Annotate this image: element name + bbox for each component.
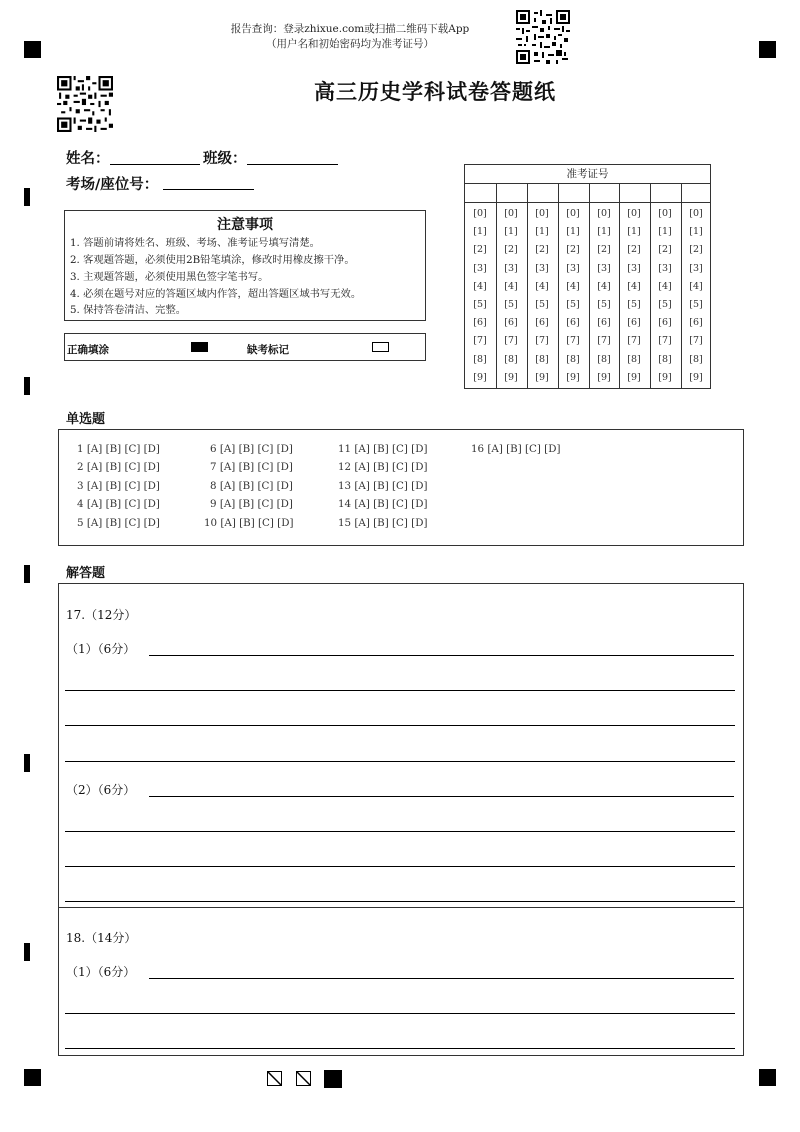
admission-digit-bubble[interactable]: [1] <box>658 226 672 238</box>
admission-digit-bubble[interactable]: [4] <box>689 280 703 292</box>
admission-digit-bubble[interactable]: [1] <box>689 226 703 238</box>
admission-digit-bubble[interactable]: [0] <box>597 208 611 219</box>
admission-digit-bubble[interactable]: [1] <box>504 226 518 238</box>
admission-digit-bubble[interactable]: [9] <box>658 371 672 383</box>
absent-mark-box[interactable] <box>372 342 389 352</box>
admission-digit-bubble[interactable]: [6] <box>473 317 487 329</box>
admission-digit-bubble[interactable]: [8] <box>597 353 611 365</box>
question-17-heading: 17.（12分） <box>66 608 137 622</box>
admission-digit-bubble[interactable]: [5] <box>504 299 518 310</box>
admission-digit-bubble[interactable]: [7] <box>597 335 611 347</box>
report-query-line: 报告查询：登录zhixue.com或扫描二维码下载App <box>230 23 470 35</box>
admission-digit-bubble[interactable]: [2] <box>597 244 611 256</box>
registration-mark-bottom-right <box>759 1069 776 1086</box>
admission-digit-bubble[interactable]: [2] <box>566 244 580 256</box>
admission-digit-bubble[interactable]: [6] <box>597 317 611 329</box>
choice-row-16[interactable]: 16 [A] [B] [C] [D] <box>471 443 561 455</box>
answer-line[interactable] <box>65 1048 735 1049</box>
timing-mark <box>24 754 30 772</box>
class-label: 班级： <box>203 151 247 167</box>
admission-digit-bubble[interactable]: [1] <box>535 226 549 238</box>
notes-box <box>64 210 426 321</box>
admission-digit-bubble[interactable]: [0] <box>535 208 549 219</box>
admission-digit-bubble[interactable]: [0] <box>689 208 703 219</box>
admission-digit-bubble[interactable]: [8] <box>535 353 549 365</box>
single-choice-box <box>58 429 744 546</box>
admission-number-grid <box>464 164 711 389</box>
choice-row-4[interactable]: 4 [A] [B] [C] [D] <box>77 498 160 510</box>
class-field[interactable] <box>247 164 338 165</box>
admission-digit-bubble[interactable]: [1] <box>597 226 611 238</box>
admission-digit-bubble[interactable]: [5] <box>566 299 580 310</box>
choice-row-13[interactable]: 13 [A] [B] [C] [D] <box>338 480 428 492</box>
admission-digit-bubble[interactable]: [1] <box>566 226 580 238</box>
answer-line[interactable] <box>65 725 735 726</box>
admission-digit-bubble[interactable]: [3] <box>689 262 703 274</box>
admission-digit-bubble[interactable]: [9] <box>473 371 487 383</box>
single-choice-label: 单选题 <box>66 412 106 427</box>
admission-digit-bubble[interactable]: [7] <box>535 335 549 347</box>
admission-digit-bubble[interactable]: [9] <box>689 371 703 383</box>
admission-digit-bubble[interactable]: [5] <box>535 299 549 310</box>
name-label: 姓名： <box>66 151 110 167</box>
admission-digit-bubble[interactable]: [4] <box>627 280 641 292</box>
room-seat-field[interactable] <box>163 189 254 190</box>
timing-mark <box>24 188 30 206</box>
admission-digit-bubble[interactable]: [3] <box>535 262 549 274</box>
admission-digit-bubble[interactable]: [5] <box>658 299 672 310</box>
notes-item: 2. 客观题答题，必须使用2B铅笔填涂，修改时用橡皮擦干净。 <box>70 254 355 266</box>
registration-mark-top-right <box>759 41 776 58</box>
admission-digit-bubble[interactable]: [8] <box>627 353 641 365</box>
answer-line[interactable] <box>65 866 735 867</box>
admission-digit-bubble[interactable]: [8] <box>566 353 580 365</box>
admission-digit-bubble[interactable]: [7] <box>689 335 703 347</box>
answer-line[interactable] <box>65 901 735 902</box>
answer-line[interactable] <box>65 761 735 762</box>
page-indicator-box <box>296 1071 311 1086</box>
answer-line[interactable] <box>149 978 734 979</box>
admission-digit-bubble[interactable]: [2] <box>535 244 549 256</box>
admission-digit-bubble[interactable]: [7] <box>504 335 518 347</box>
app-qr-code <box>516 10 570 64</box>
admission-digit-bubble[interactable]: [9] <box>627 371 641 383</box>
admission-digit-bubble[interactable]: [0] <box>473 208 487 219</box>
admission-digit-bubble[interactable]: [4] <box>566 280 580 292</box>
admission-digit-bubble[interactable]: [9] <box>504 371 518 383</box>
admission-digit-bubble[interactable]: [6] <box>658 317 672 329</box>
notes-item: 4. 必须在题号对应的答题区域内作答，超出答题区域书写无效。 <box>70 288 362 300</box>
correct-fill-sample <box>191 342 208 352</box>
admission-digit-bubble[interactable]: [6] <box>535 317 549 329</box>
admission-number-title: 准考证号 <box>465 165 710 184</box>
choice-row-5[interactable]: 5 [A] [B] [C] [D] <box>77 517 160 529</box>
answer-line[interactable] <box>65 831 735 832</box>
notes-item: 5. 保持答卷清洁、完整。 <box>70 304 187 316</box>
admission-digit-bubble[interactable]: [3] <box>627 262 641 274</box>
choice-row-3[interactable]: 3 [A] [B] [C] [D] <box>77 480 160 492</box>
choice-row-7[interactable]: 7 [A] [B] [C] [D] <box>210 461 293 473</box>
admission-digit-bubble[interactable]: [7] <box>473 335 487 347</box>
admission-digit-bubble[interactable]: [6] <box>689 317 703 329</box>
answer-line[interactable] <box>149 796 734 797</box>
notes-title: 注意事项 <box>217 217 273 233</box>
absent-mark-label: 缺考标记 <box>247 344 289 356</box>
admission-digit-bubble[interactable]: [5] <box>473 299 487 310</box>
timing-mark <box>24 943 30 961</box>
admission-digit-bubble[interactable]: [3] <box>597 262 611 274</box>
admission-digit-bubble[interactable]: [4] <box>597 280 611 292</box>
choice-row-8[interactable]: 8 [A] [B] [C] [D] <box>210 480 293 492</box>
answer-line[interactable] <box>65 1013 735 1014</box>
admission-digit-bubble[interactable]: [6] <box>627 317 641 329</box>
correct-fill-label: 正确填涂 <box>67 344 109 356</box>
exam-sheet-qr-code <box>57 76 113 132</box>
admission-digit-bubble[interactable]: [0] <box>658 208 672 219</box>
name-field[interactable] <box>110 164 200 165</box>
question-17-part-2: （2）（6分） <box>66 783 136 797</box>
admission-digit-bubble[interactable]: [8] <box>504 353 518 365</box>
admission-digit-bubble[interactable]: [9] <box>597 371 611 383</box>
admission-digit-bubble[interactable]: [0] <box>627 208 641 219</box>
admission-digit-bubble[interactable]: [7] <box>566 335 580 347</box>
admission-digit-bubble[interactable]: [2] <box>658 244 672 256</box>
admission-digit-bubble[interactable]: [0] <box>566 208 580 219</box>
choice-row-1[interactable]: 1 [A] [B] [C] [D] <box>77 443 160 455</box>
question-18-heading: 18.（14分） <box>66 931 137 945</box>
essay-label: 解答题 <box>66 566 106 581</box>
admission-digit-bubble[interactable]: [9] <box>566 371 580 383</box>
answer-line[interactable] <box>65 690 735 691</box>
credential-note: （用户名和初始密码均为准考证号） <box>266 38 434 50</box>
notes-item: 3. 主观题答题，必须使用黑色签字笔书写。 <box>70 271 269 283</box>
answer-line[interactable] <box>149 655 734 656</box>
choice-row-11[interactable]: 11 [A] [B] [C] [D] <box>338 443 428 455</box>
admission-digit-bubble[interactable]: [5] <box>689 299 703 310</box>
admission-digit-bubble[interactable]: [2] <box>627 244 641 256</box>
choice-row-9[interactable]: 9 [A] [B] [C] [D] <box>210 498 293 510</box>
fill-example-box <box>64 333 426 361</box>
room-seat-label: 考场/座位号： <box>66 177 159 193</box>
admission-digit-bubble[interactable]: [7] <box>658 335 672 347</box>
admission-digit-bubble[interactable]: [4] <box>658 280 672 292</box>
admission-digit-bubble[interactable]: [6] <box>566 317 580 329</box>
admission-digit-bubble[interactable]: [8] <box>689 353 703 365</box>
admission-digit-bubble[interactable]: [3] <box>658 262 672 274</box>
admission-digit-bubble[interactable]: [1] <box>627 226 641 238</box>
admission-digit-bubble[interactable]: [5] <box>627 299 641 310</box>
choice-row-2[interactable]: 2 [A] [B] [C] [D] <box>77 461 160 473</box>
admission-digit-bubble[interactable]: [8] <box>473 353 487 365</box>
choice-row-15[interactable]: 15 [A] [B] [C] [D] <box>338 517 428 529</box>
admission-digit-bubble[interactable]: [6] <box>504 317 518 329</box>
admission-digit-bubble[interactable]: [4] <box>535 280 549 292</box>
admission-digit-bubble[interactable]: [3] <box>473 262 487 274</box>
timing-mark <box>24 565 30 583</box>
timing-mark <box>24 377 30 395</box>
admission-digit-bubble[interactable]: [3] <box>504 262 518 274</box>
registration-mark-bottom-left <box>24 1069 41 1086</box>
admission-digit-bubble[interactable]: [1] <box>473 226 487 238</box>
admission-digit-bubble[interactable]: [4] <box>473 280 487 292</box>
choice-row-14[interactable]: 14 [A] [B] [C] [D] <box>338 498 428 510</box>
choice-row-6[interactable]: 6 [A] [B] [C] [D] <box>210 443 293 455</box>
question-18-part-1: （1）（6分） <box>66 965 136 979</box>
page-indicator-filled <box>324 1070 342 1088</box>
page-indicator-box <box>267 1071 282 1086</box>
admission-digit-bubble[interactable]: [0] <box>504 208 518 219</box>
question-18-box <box>58 907 744 1056</box>
question-17-box <box>58 583 744 908</box>
choice-row-12[interactable]: 12 [A] [B] [C] [D] <box>338 461 428 473</box>
registration-mark-top-left <box>24 41 41 58</box>
admission-digit-bubble[interactable]: [5] <box>597 299 611 310</box>
admission-digit-bubble[interactable]: [3] <box>566 262 580 274</box>
page-title: 高三历史学科试卷答题纸 <box>314 80 556 104</box>
admission-digit-bubble[interactable]: [7] <box>627 335 641 347</box>
admission-digit-bubble[interactable]: [8] <box>658 353 672 365</box>
admission-digit-bubble[interactable]: [2] <box>473 244 487 256</box>
admission-digit-bubble[interactable]: [2] <box>504 244 518 256</box>
choice-row-10[interactable]: 10 [A] [B] [C] [D] <box>204 517 294 529</box>
admission-digit-bubble[interactable]: [2] <box>689 244 703 256</box>
admission-digit-bubble[interactable]: [4] <box>504 280 518 292</box>
admission-digit-bubble[interactable]: [9] <box>535 371 549 383</box>
question-17-part-1: （1）（6分） <box>66 642 136 656</box>
notes-item: 1. 答题前请将姓名、班级、考场、准考证号填写清楚。 <box>70 237 320 249</box>
admission-write-row <box>465 183 710 203</box>
